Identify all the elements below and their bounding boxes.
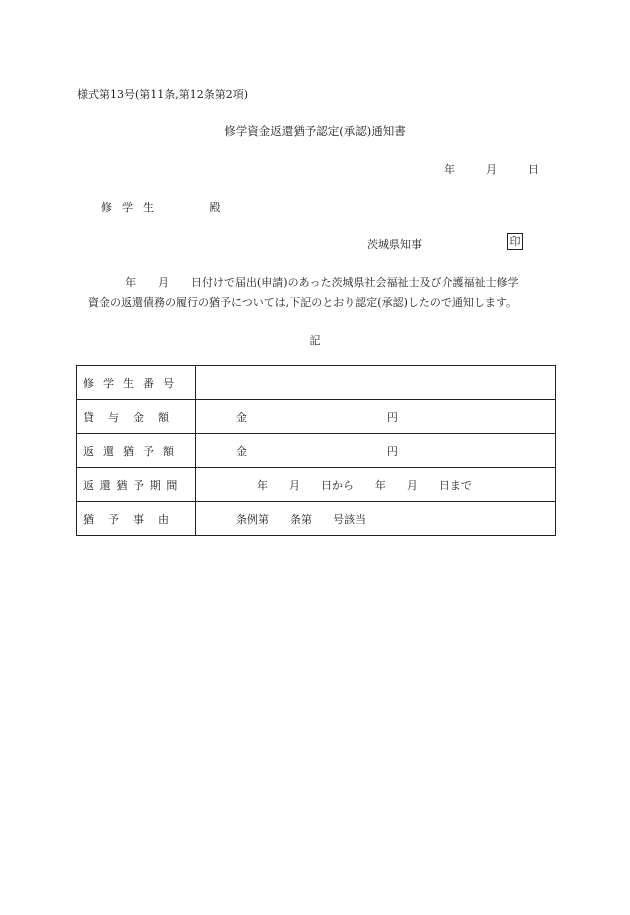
- date-line: [444, 161, 539, 177]
- seal-mark: 印: [507, 233, 523, 250]
- date-year-label: 年: [444, 163, 455, 176]
- details-table: [76, 365, 556, 536]
- row-label: [77, 400, 196, 434]
- date-month-label: 月: [486, 163, 497, 176]
- date-day-label: 日: [528, 163, 539, 176]
- row-label-char: 猶: [116, 478, 128, 492]
- recipient-honorific: 殿: [209, 201, 221, 214]
- row-label-char: 返: [83, 478, 94, 492]
- document-title: 修学資金返還猶予認定(承認)通知書: [224, 124, 406, 138]
- notice-body: [88, 273, 558, 313]
- row-label-char: 学: [103, 376, 114, 390]
- table-row: [77, 502, 556, 536]
- row-label-chars: [83, 443, 183, 459]
- row-label-chars: [83, 375, 183, 391]
- row-label-char: 猶: [83, 512, 94, 526]
- table-row: [77, 366, 556, 400]
- row-label-chars: [83, 511, 183, 527]
- row-label-chars: [83, 477, 183, 493]
- issuer-name: 茨城県知事: [367, 238, 422, 251]
- row-label-char: 還: [103, 444, 114, 458]
- row-label-char: 還: [99, 478, 111, 492]
- row-label-char: 事: [133, 512, 144, 526]
- row-label-char: 由: [158, 512, 169, 526]
- notice-body-line-2: 資金の返還債務の履行の猶予については,下記のとおり認定(承認)したので通知します。: [88, 296, 517, 309]
- table-row: [77, 468, 556, 502]
- row-label-char: 修: [83, 376, 94, 390]
- row-label-char: 期: [149, 478, 161, 492]
- row-value: [196, 366, 556, 400]
- row-label-char: 金: [133, 410, 144, 424]
- row-label-char: 予: [108, 512, 119, 526]
- form-number: 様式第13号(第11条,第12条第2項): [77, 88, 249, 101]
- row-label: [77, 434, 196, 468]
- row-label-chars: [83, 409, 183, 425]
- row-value: 金 円: [196, 434, 556, 468]
- row-label: [77, 366, 196, 400]
- table-row: [77, 434, 556, 468]
- note-mark: 記: [309, 334, 321, 347]
- row-label: [77, 468, 196, 502]
- row-label: [77, 502, 196, 536]
- row-value: 年 月 日から 年 月 日まで: [196, 468, 556, 502]
- row-label-char: 与: [108, 410, 119, 424]
- row-label-char: 予: [143, 444, 154, 458]
- row-label-char: 貸: [83, 410, 94, 424]
- recipient-label: 修学生: [101, 201, 164, 214]
- row-label-char: 生: [123, 376, 134, 390]
- row-label-char: 予: [133, 478, 145, 492]
- row-value: 金 円: [196, 400, 556, 434]
- table-row: [77, 400, 556, 434]
- row-label-char: 額: [158, 410, 169, 424]
- row-label-char: 返: [83, 444, 94, 458]
- recipient-line: [101, 199, 221, 215]
- row-label-char: 号: [163, 376, 174, 390]
- row-value: 条例第 条第 号該当: [196, 502, 556, 536]
- row-label-char: 猶: [123, 444, 134, 458]
- notice-body-line-1: 年 月 日付けで届出(申請)のあった茨城県社会福祉士及び介護福祉士修学: [125, 276, 519, 289]
- row-label-char: 額: [163, 444, 174, 458]
- row-label-char: 番: [143, 376, 154, 390]
- row-label-char: 間: [166, 478, 178, 492]
